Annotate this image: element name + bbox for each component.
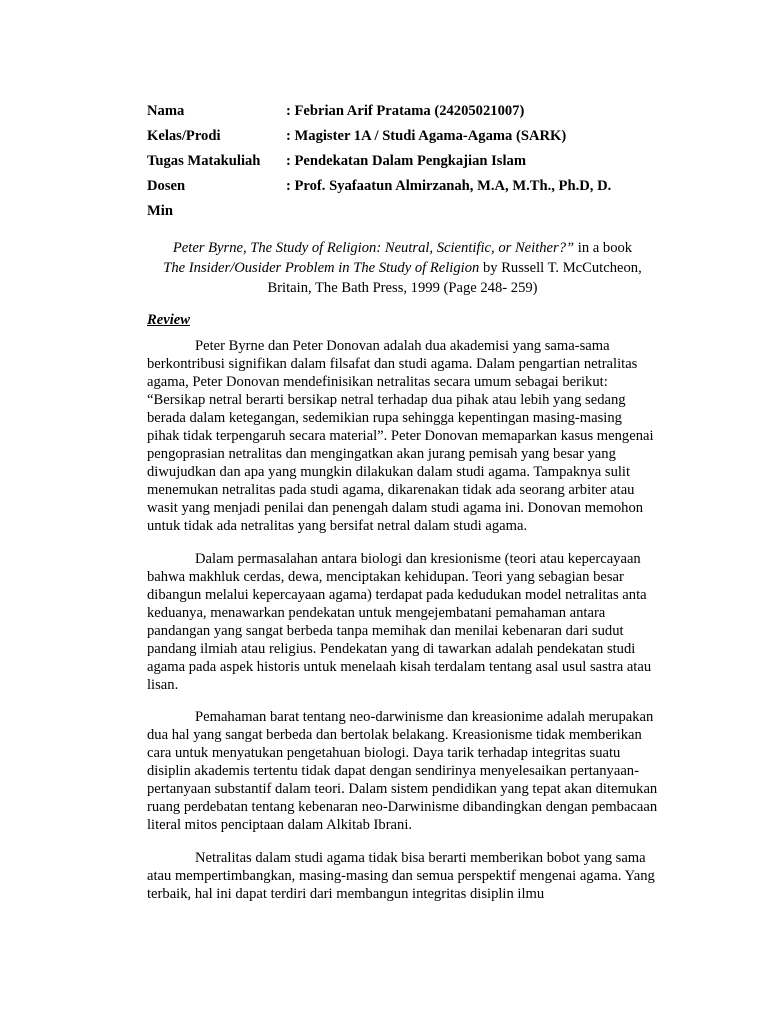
identity-block [147, 101, 658, 221]
citation-line-3: Britain, The Bath Press, 1999 (Page 248- 259) [267, 280, 538, 296]
citation [147, 238, 658, 298]
meta-row-tugas [147, 151, 658, 176]
citation-article-title: Peter Byrne, The Study of Religion: Neutral, Scientific, or Neither?” [172, 240, 575, 256]
meta-value: : Prof. Syafaatun Almirzanah, M.A, M.Th., Ph.D, D. [286, 178, 612, 194]
document-page [147, 101, 658, 917]
meta-value: : Pendekatan Dalam Pengkajian Islam [286, 153, 526, 169]
review-paragraph: Netralitas dalam studi agama tidak bisa berarti memberikan bobot yang sama atau mempertimbangkan, masing-masing dan semua perspektif mengenai agama. Yang terbaik, hal ini dapat terdiri dari membangun integritas disiplin ilmu [147, 849, 655, 902]
meta-value: : Magister 1A / Studi Agama-Agama (SARK) [286, 128, 567, 144]
citation-text: in a book [574, 240, 633, 256]
meta-label: Kelas/Prodi [147, 128, 221, 144]
meta-label: Dosen [147, 178, 186, 194]
meta-row-nama [147, 101, 658, 126]
meta-label: Tugas Matakuliah [147, 153, 261, 169]
review-paragraph: Dalam permasalahan antara biologi dan kresionisme (teori atau kepercayaan bahwa makhluk cerdas, dewa, menciptakan kehidupan. Teori yang sebagian besar dibangun melalui kepercayaan agama) terdapat pada kedudukan model netralitas anta keduanya, menawarkan pendekatan untuk mengejembatani pemahaman antara pandangan yang sangat berbeda tanpa memihak dan menilai kebenaran dari sudut pandang ilmiah atau religius. Pendekatan yang di tawarkan adalah pendekatan studi agama pada aspek historis untuk menelaah kisah terdalam tentang asal usul sastra atau lisan. [147, 550, 652, 693]
citation-line-1 [147, 238, 658, 258]
meta-row-dosen [147, 176, 658, 201]
review-heading: Review [147, 312, 190, 328]
citation-text: by Russell T. McCutcheon, [479, 260, 642, 276]
meta-label: Nama [147, 103, 185, 119]
citation-book-title: The Insider/Ousider Problem in The Study of Religion [163, 260, 480, 276]
review-paragraph: Peter Byrne dan Peter Donovan adalah dua akademisi yang sama-sama berkontribusi signifikan dalam filsafat dan studi agama. Dalam pengartian netralitas agama, Peter Donovan mendefinisikan netralitas secara umum sebagai berikut: “Bersikap netral berarti bersikap netral terhadap dua pihak atau lebih yang sedang berada dalam ketegangan, sedemikian rupa sehingga kepentingan masing-masing pihak tidak terpengaruh secara material”. Peter Donovan memaparkan kasus mengenai pengoprasian netralitas dan mengingatkan akan jurang pemisah yang besar yang diwujudkan dan apa yang mungkin dilakukan dalam studi agama. Tampaknya sulit menemukan netralitas pada studi agama, dikarenakan tidak ada seorang arbiter atau wasit yang menjadi penilai dan penengah dalam studi agama ini. Donovan memohon untuk tidak ada netralitas yang bersifat netral dalam studi agama. [147, 338, 654, 534]
meta-dosen-wrap: Min [147, 203, 173, 219]
meta-row-kelas [147, 126, 658, 151]
meta-value: : Febrian Arif Pratama (24205021007) [286, 103, 525, 119]
review-paragraph: Pemahaman barat tentang neo-darwinisme dan kreasionime adalah merupakan dua hal yang sangat berbeda dan bertolak belakang. Kreasionisme tidak memberikan cara untuk menyatukan pengetahuan biologi. Daya tarik terhadap integritas suatu disiplin akademis tertentu tidak dapat dengan sendirinya menyelesaikan pertanyaan-pertanyaan substantif dalam teori. Dalam sistem pendidikan yang tepat akan ditemukan ruang perdebatan tentang kebenaran neo-Darwinisme dibandingkan dengan pembacaan literal mitos penciptaan dalam Alkitab Ibrani. [147, 709, 658, 834]
citation-line-2 [147, 258, 658, 278]
